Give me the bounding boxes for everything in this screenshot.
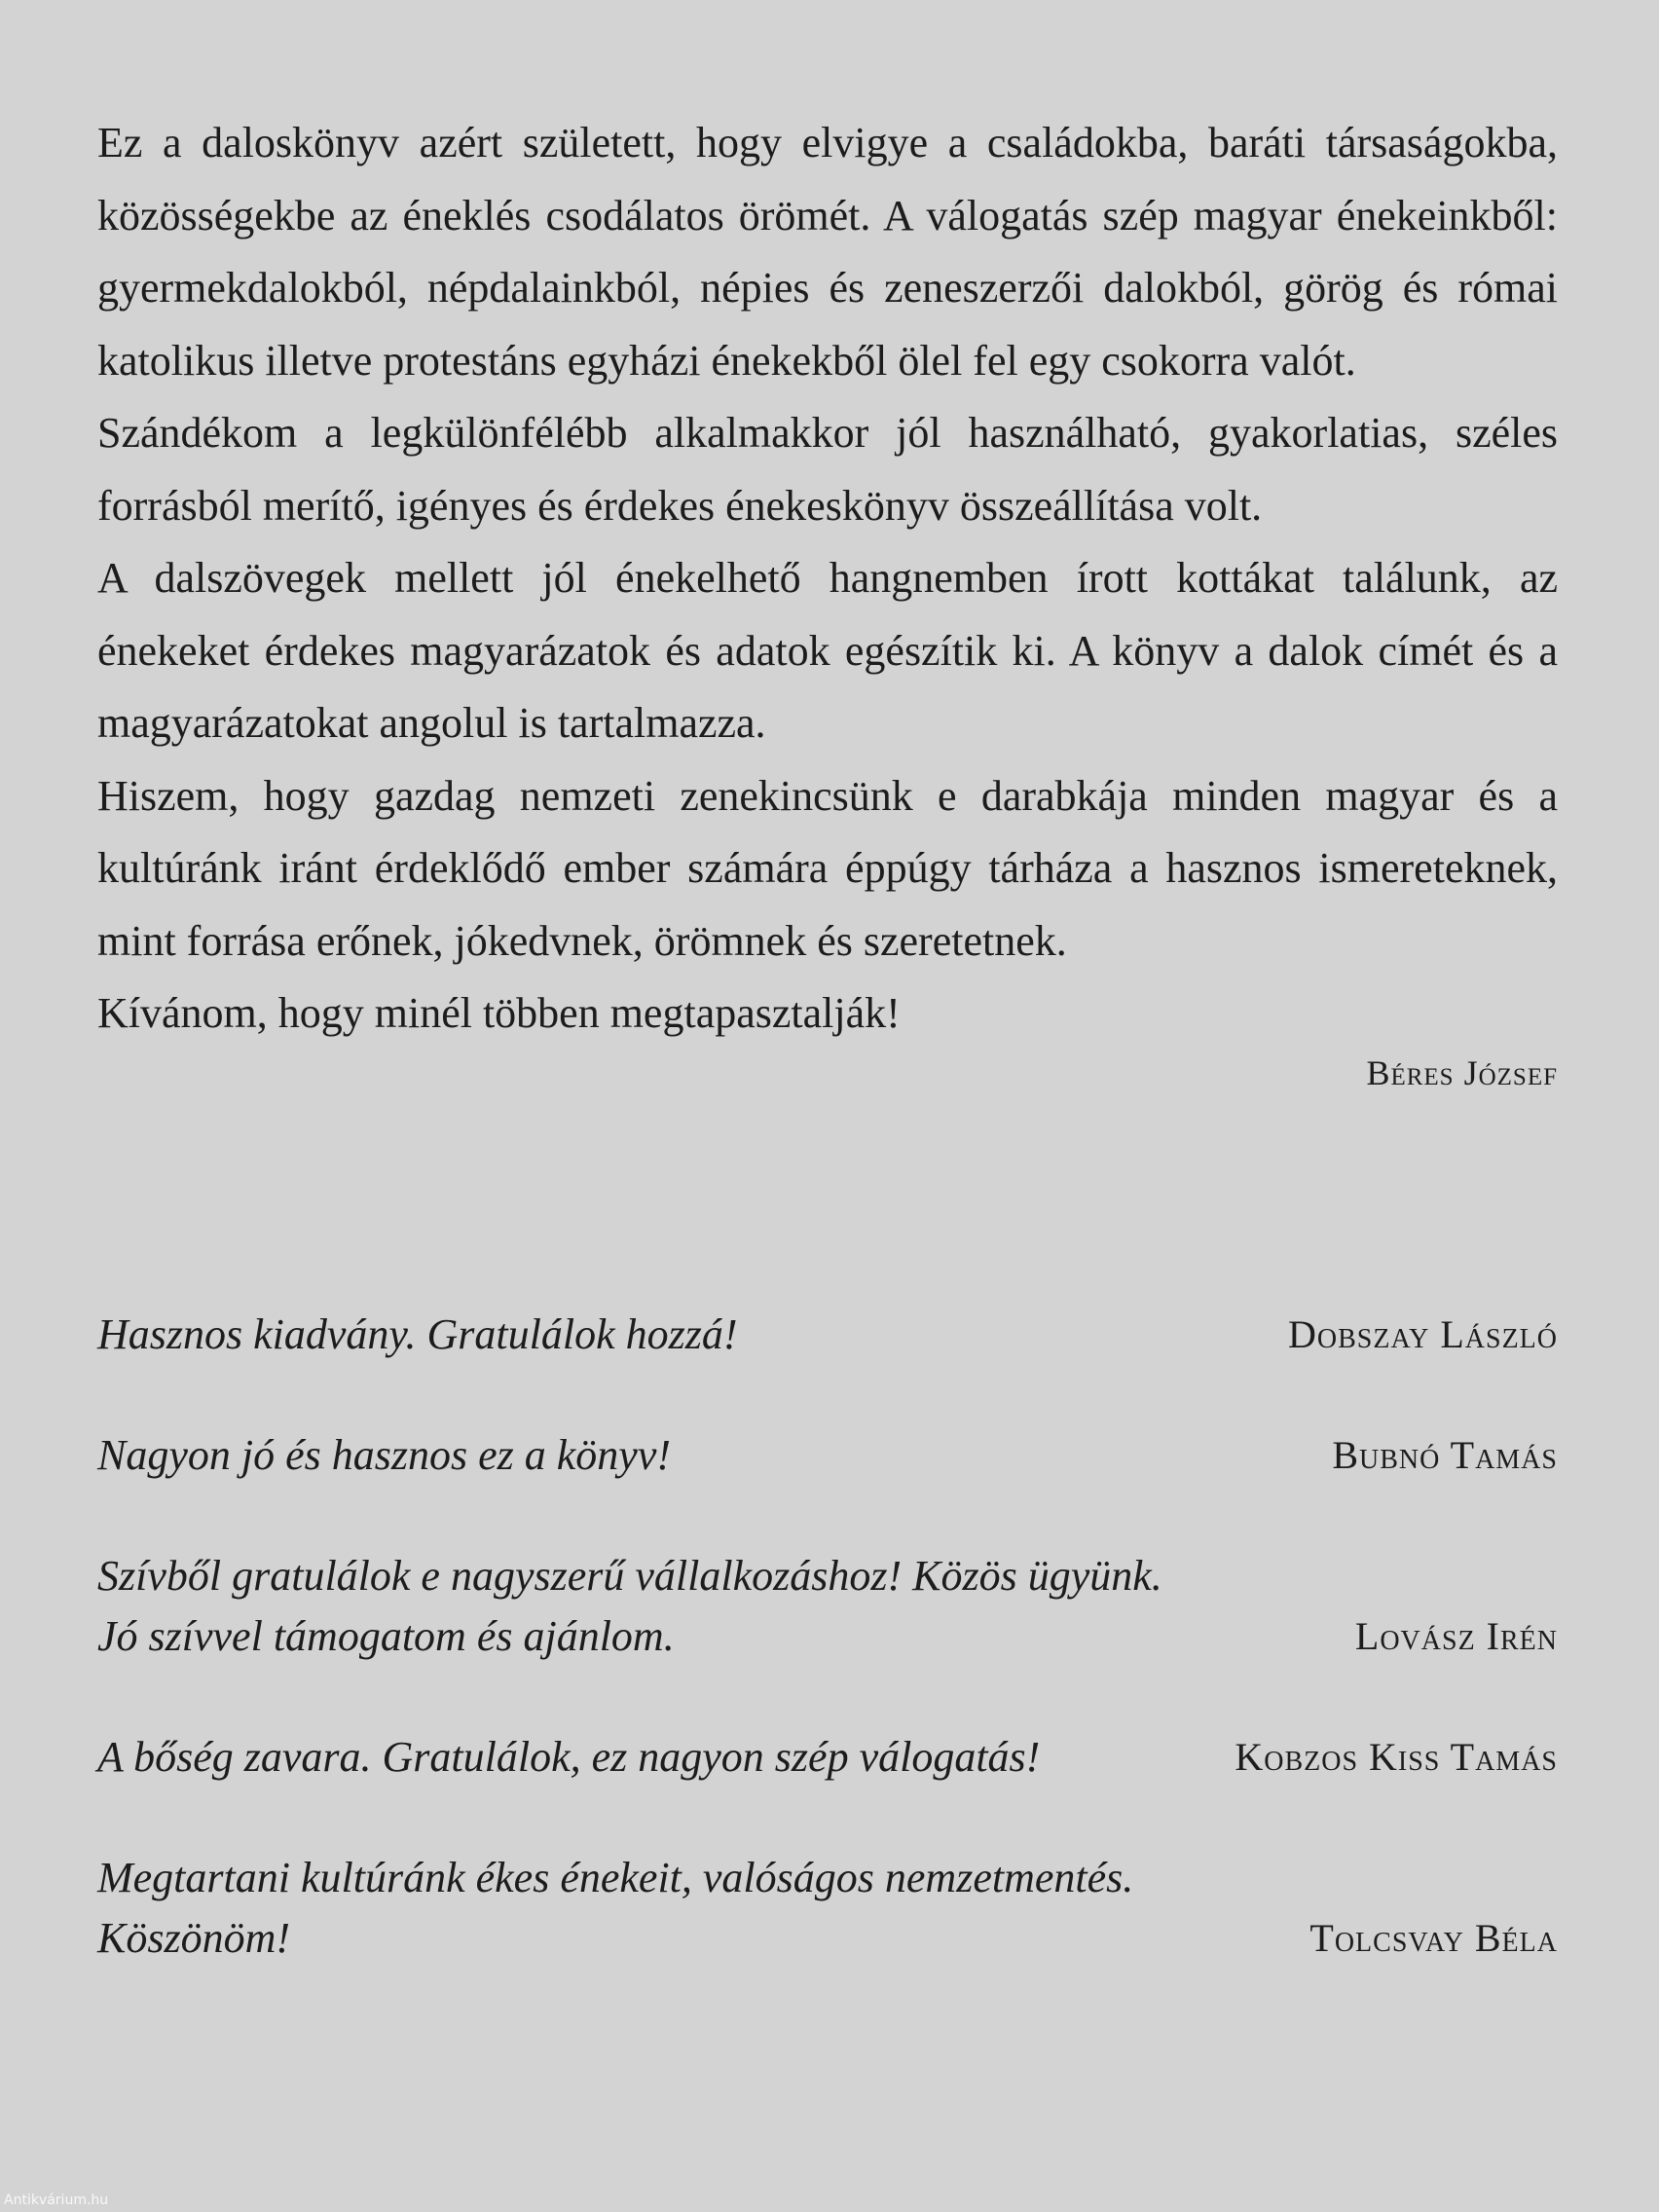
endorsement-author: Dobszay László — [1288, 1312, 1558, 1356]
intro-paragraph-1: Ez a daloskönyv azért született, hogy elvigye a családokba, baráti társaságokba, közösségekbe az éneklés csodálatos örömét. A válogatás szép magyar énekeinkből: gyermekdalokból, népdalainkból, népies és zeneszerzői dalokból, görög és római katolikus illetve protestáns egyházi énekekből ölel fel egy csokorra valót. — [97, 119, 1558, 385]
quote-line: Jó szívvel támogatom és ajánlom. — [97, 1612, 675, 1660]
intro-signature: Béres József — [1366, 1052, 1558, 1092]
endorsement-item — [97, 1305, 1558, 1365]
endorsement-item — [97, 1425, 1558, 1486]
page-body — [97, 107, 1558, 1093]
quote-line: Megtartani kultúránk ékes énekeit, valóságos nemzetmentés. — [97, 1854, 1134, 1901]
endorsement-item — [97, 1546, 1558, 1667]
quote-line: A bőség zavara. Gratulálok, ez nagyon szép válogatás! — [97, 1733, 1041, 1781]
endorsement-quote — [97, 1546, 1162, 1667]
intro-paragraph-3: A dalszövegek mellett jól énekelhető hangnemben írott kottákat találunk, az énekeket érdekes magyarázatok és adatok egészítik ki. A könyv a dalok címét és a magyarázatokat angolul is tartalmazza. — [97, 554, 1558, 747]
endorsement-quote — [97, 1305, 738, 1365]
intro-paragraph-4: Hiszem, hogy gazdag nemzeti zenekincsünk e darabkája minden magyar és a kultúránk iránt érdeklődő ember számára éppúgy tárháza a hasznos ismereteknek, mint forrása erőnek, jókedvnek, örömnek és szeretetnek. — [97, 771, 1558, 965]
endorsement-author: Tolcsvay Béla — [1309, 1916, 1558, 1960]
endorsement-author: Kobzos Kiss Tamás — [1235, 1735, 1558, 1779]
quote-line: Hasznos kiadvány. Gratulálok hozzá! — [97, 1310, 738, 1358]
endorsement-author: Lovász Irén — [1354, 1614, 1558, 1658]
endorsement-item — [97, 1848, 1558, 1969]
quote-line: Nagyon jó és hasznos ez a könyv! — [97, 1431, 672, 1479]
watermark: Antikvárium.hu — [4, 2193, 109, 2208]
endorsement-author: Bubnó Tamás — [1332, 1433, 1558, 1477]
endorsement-quote — [97, 1727, 1040, 1788]
quote-line: Szívből gratulálok e nagyszerű vállalkozáshoz! Közös ügyünk. — [97, 1552, 1162, 1600]
endorsement-list — [97, 1305, 1558, 2029]
endorsement-quote — [97, 1848, 1133, 1969]
intro-paragraph-5: Kívánom, hogy minél többen megtapasztalják! — [97, 989, 901, 1037]
intro-paragraph-2: Szándékom a legkülönfélébb alkalmakkor jól használható, gyakorlatias, széles forrásból merítő, igényes és érdekes énekeskönyv összeállítása volt. — [97, 409, 1558, 530]
endorsement-item — [97, 1727, 1558, 1788]
quote-line: Köszönöm! — [97, 1914, 291, 1962]
intro-text — [97, 107, 1558, 1051]
endorsement-quote — [97, 1425, 671, 1486]
